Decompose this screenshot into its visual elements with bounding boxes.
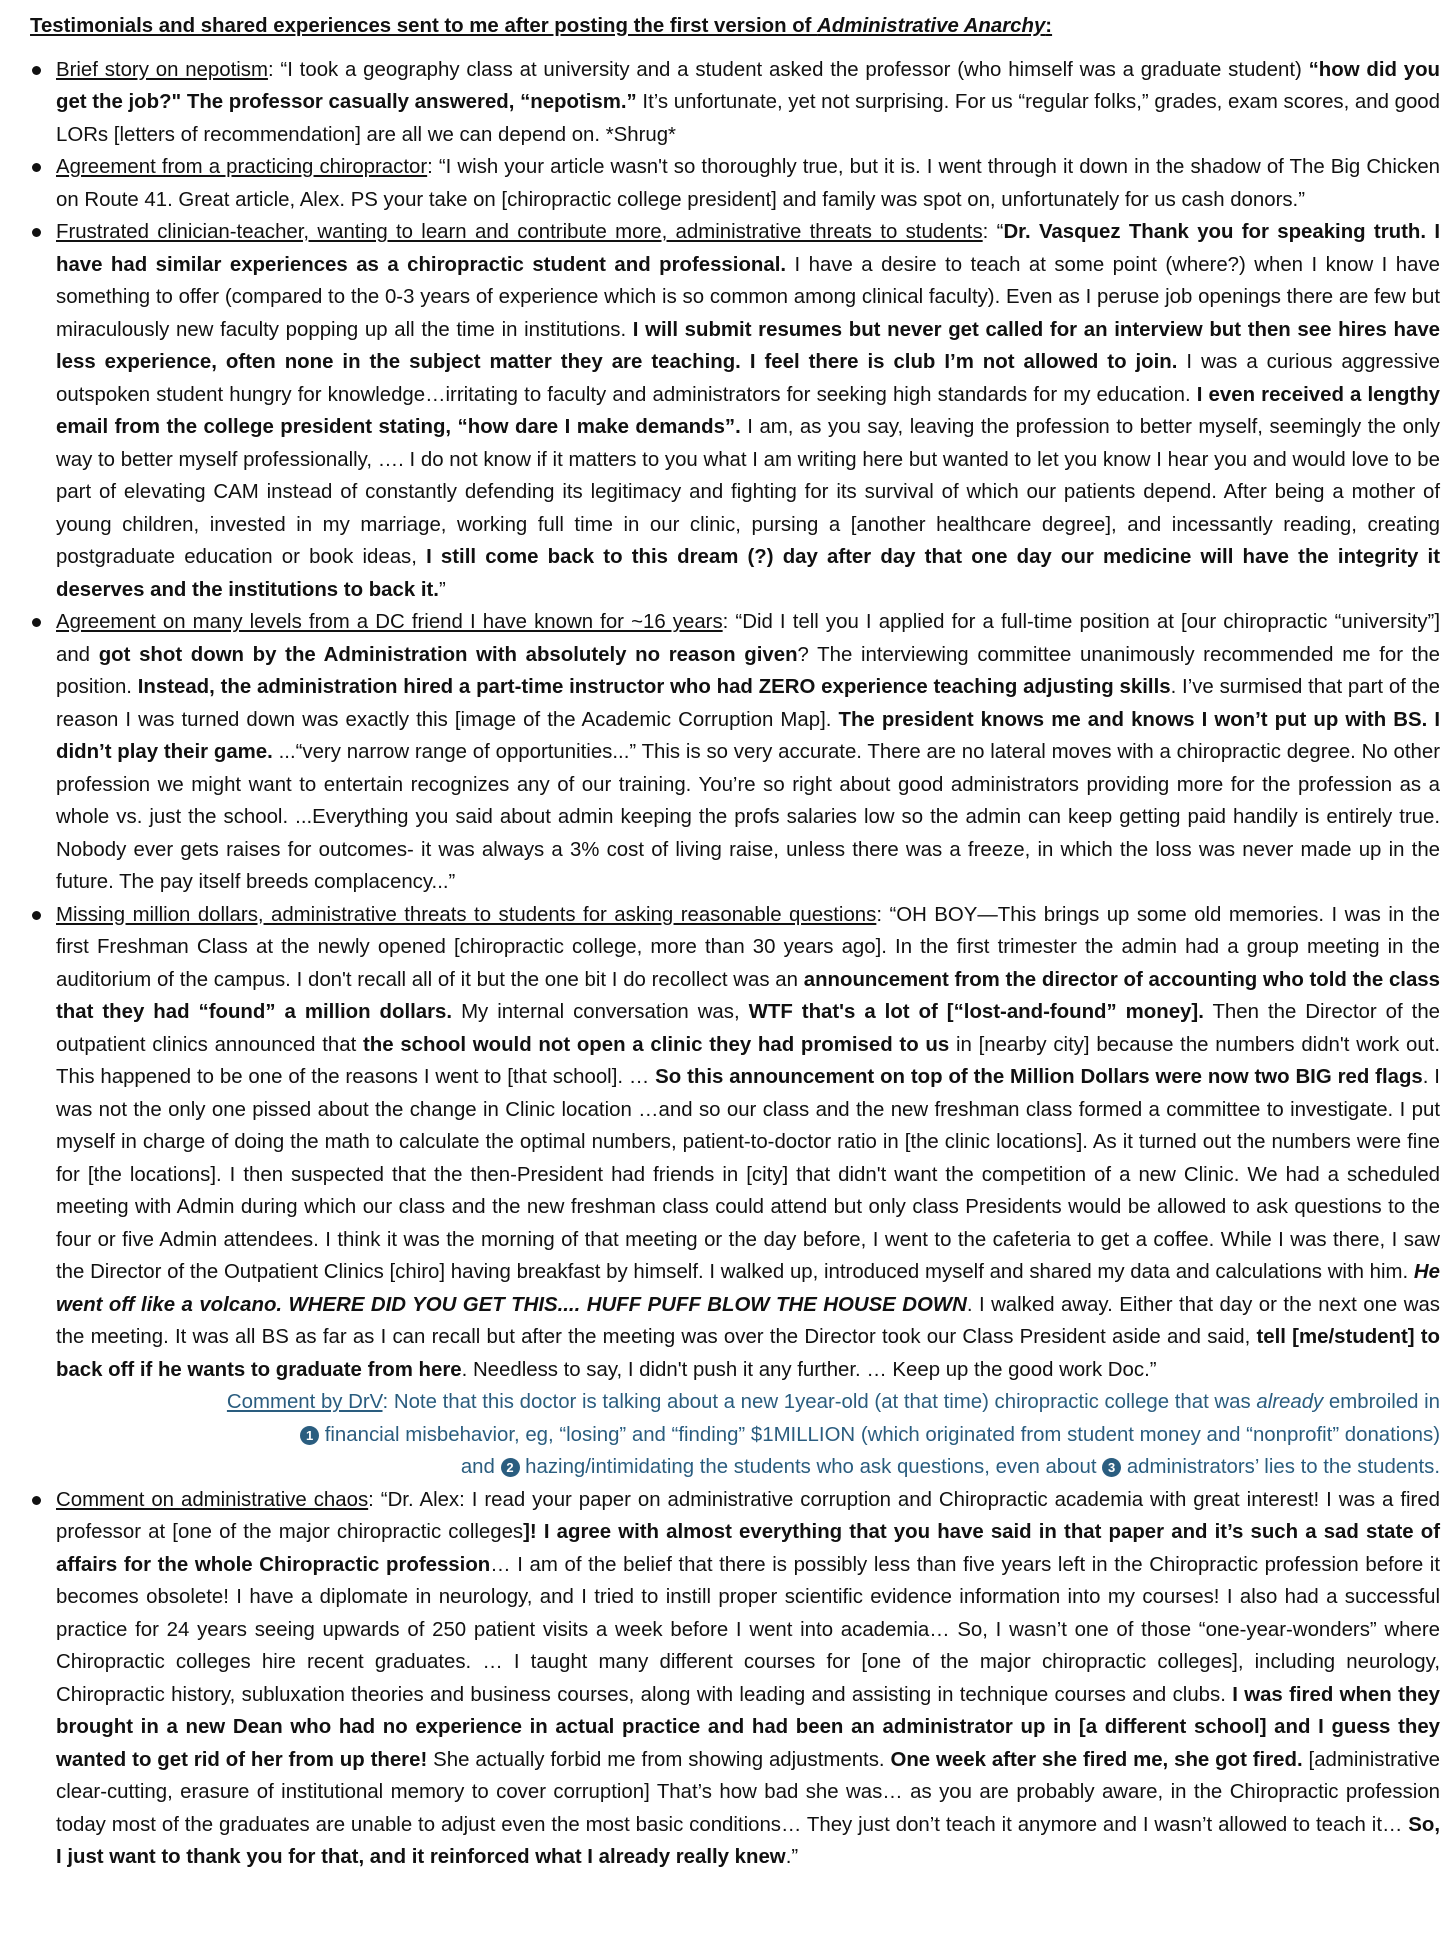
testimonial-heading: Missing million dollars, administrative threats to students for asking reasonable questions [56, 903, 877, 926]
body-text: [administrative clear-cutting, erasure of institutional memory to cover corruption] That’s how bad she was… as you are probably aware, in the Chiropractic profession today most of the graduates are unable to adjust even the most basic conditions… They just don’t teach it anymore and I wasn’t allowed to teach it… [56, 1748, 1440, 1836]
testimonial-item [30, 899, 1440, 1387]
testimonial-body [56, 1489, 1440, 1869]
body-text: ...“very narrow range of opportunities...” This is so very accurate. There are no lateral moves with a chiropractic degree. No other profession we might want to entertain recognizes any of our training. You’re so right about good administrators providing more for the profession as a whole vs. just the school. ...Everything you said about admin keeping the profs salaries low so the admin can keep getting paid handily is entirely true. Nobody ever gets raises for outcomes- it was always a 3% cost of living raise, unless there was a freeze, in which the loss was never made up in the future. The pay itself breeds complacency...” [56, 741, 1440, 893]
editor-comment [30, 1386, 1440, 1484]
body-text: . I’ve surmised that part of the reason I was turned down was exactly this [image of the Academic Corruption Map]. [56, 676, 1440, 731]
comment-text: administrators’ lies to the students. [1121, 1456, 1440, 1478]
testimonial-list [30, 54, 1440, 1387]
body-text: My internal conversation was, [452, 1001, 749, 1023]
bullet-icon [32, 66, 41, 75]
body-text: … I am of the belief that there is possibly less than five years left in the Chiropractic profession before it becomes obsolete! I have a diplomate in neurology, and I tried to instill proper scientific evidence information into my courses! I also had a successful practice for 24 years seeing upwards of 250 patient visits a week before I went into academia… So, I wasn’t one of those “one-year-wonders” where Chiropractic colleges hire recent graduates. … I taught many different courses for [one of the major chiropractic colleges], including neurology, Chiropractic history, subluxation theories and business courses, along with leading and assisting in technique courses and clubs. [56, 1553, 1440, 1706]
body-text: . I was not the only one pissed about the change in Clinic location …and so our class and the new freshman class formed a committee to investigate. I put myself in charge of doing the math to calculate the optimal numbers, patient-to-doctor ratio in [the clinic locations]. As it turned out the numbers were fine for [the locations]. I then suspected that the then-President had friends in [city] that didn't want the competition of a new Clinic. We had a scheduled meeting with Admin during which our class and the new freshman class could attend but only class Presidents would be allowed to ask questions to the four or five Admin attendees. I think it was the morning of that meeting or the day before, I went to the cafeteria to get a coffee. While I was there, I saw the Director of the Outpatient Clinics [chiro] having breakfast by himself. I walked up, introduced myself and shared my data and calculations with him. [56, 1066, 1440, 1283]
comment-line-2 [56, 1419, 1440, 1452]
testimonial-body [56, 221, 1440, 601]
body-text: : “I took a geography class at university and a student asked the professor (who himself was a graduate student) [267, 58, 1309, 81]
bullet-icon [32, 911, 41, 920]
testimonial-heading: Comment on administrative chaos [56, 1488, 369, 1511]
testimonial-item [30, 151, 1440, 216]
body-text: : “Dr. Alex: I read your paper on administrative corruption and Chiropractic academia with great interest! I was a fired professor at [one of the major chiropractic colleges [56, 1488, 1440, 1543]
body-text: She actually forbid me from showing adjustments. [427, 1748, 891, 1771]
document [30, 10, 1440, 1874]
emphasis-text: One week after she fired me, she got fired. [890, 1748, 1303, 1771]
emphasis-text: announcement from the director of accounting who told the class that they had “found” a million dollars. [56, 968, 1440, 1023]
comment-author-link[interactable]: Comment by DrV [226, 1391, 383, 1413]
emphasis-text: Instead, the administration hired a part-time instructor who had ZERO experience teaching adjusting skills [137, 676, 1171, 698]
testimonial-item [30, 216, 1440, 606]
title-text: Testimonials and shared experiences sent to me after posting the first version of [30, 15, 818, 37]
testimonial-heading: Agreement on many levels from a DC friend I have known for ~16 years [56, 611, 723, 633]
body-text: It’s unfortunate, yet not surprising. For us “regular folks,” grades, exam scores, and good LORs [letters of recommendation] are all we can depend on. *Shrug* [56, 91, 1440, 146]
testimonial-body [56, 611, 1440, 893]
body-text: : “I wish your article wasn't so thoroughly true, but it is. I went through it down in the shadow of The Big Chicken on Route 41. Great article, Alex. PS your take on [chiropractic college president] and family was spot on, unfortunately for us cash donors.” [56, 156, 1440, 211]
comment-italic: already [1256, 1391, 1324, 1413]
body-text: . Needless to say, I didn't push it any further. … Keep up the good work Doc.” [461, 1358, 1157, 1381]
body-text: Then the Director of the outpatient clinics announced that [56, 1001, 1440, 1056]
title-end: : [1045, 15, 1053, 37]
comment-text: embroiled in [1323, 1391, 1440, 1413]
body-text: ” [438, 578, 446, 601]
body-text: .” [785, 1846, 799, 1868]
comment-text: hazing/intimidating the students who ask questions, even about [519, 1456, 1103, 1478]
testimonial-heading: Brief story on nepotism [56, 58, 268, 81]
emphasis-text: I even received a lengthy email from the college president stating, “how dare I make demands”. [56, 383, 1440, 438]
testimonial-list-2 [30, 1484, 1440, 1874]
bullet-icon [32, 228, 41, 237]
page-title [30, 10, 1440, 43]
body-text: ? The interviewing committee unanimously recommended me for the position. [56, 643, 1441, 698]
emphasis-text: I still come back to this dream (?) day after day that one day our medicine will have the integrity it deserves and the institutions to back it. [56, 546, 1440, 601]
comment-line-1 [56, 1386, 1440, 1419]
testimonial-item [30, 606, 1440, 899]
bullet-icon [32, 1496, 41, 1505]
comment-text: : Note that this doctor is talking about a new 1year-old (at that time) chiropractic college that was [382, 1391, 1257, 1413]
emphasis-text: So, I just want to thank you for that, and it reinforced what I already really knew [56, 1813, 1440, 1868]
body-text: : “Did I tell you I applied for a full-time position at [our chiropractic “university”] and [56, 611, 1440, 666]
emphasis-text: I will submit resumes but never get called for an interview but then see hires have less experience, often none in the subject matter they are teaching. I feel there is club I’m not allowed to join. [56, 318, 1440, 373]
body-text: . I walked away. Either that day or the next one was the meeting. It was all BS as far as I can recall but after the meeting was over the Director took our Class President aside and said, [56, 1293, 1440, 1348]
emphasis-text: He went off like a volcano. WHERE DID YOU GET THIS.... HUFF PUFF BLOW THE HOUSE DOWN [56, 1261, 1440, 1316]
number-3-icon: 3 [1102, 1458, 1121, 1477]
body-text: I am, as you say, leaving the profession to better myself, seemingly the only way to better myself professionally, …. I do not know if it matters to you what I am writing here but wanted to let you know I hear you and would love to be part of elevating CAM instead of constantly defending its legitimacy and fighting for its survival of which our patients depend. After being a mother of young children, invested in my marriage, working full time in our clinic, pursing a [another healthcare degree], and incessantly reading, creating postgraduate education or book ideas, [56, 416, 1440, 568]
body-text: : “ [982, 221, 1004, 243]
body-text: I was a curious aggressive outspoken student hungry for knowledge…irritating to faculty and administrators for seeking high standards for my education. [56, 351, 1441, 406]
testimonial-heading: Agreement from a practicing chiropractor [56, 156, 428, 178]
body-text: I have a desire to teach at some point (where?) when I know I have something to offer (compared to the 0-3 years of experience which is so common among clinical faculty). Even as I peruse job openings there are few but miraculously new faculty popping up all the time in institutions. [56, 253, 1441, 341]
bullet-icon [32, 618, 41, 627]
emphasis-text: WTF that's a lot of [“lost-and-found” money]. [748, 1001, 1204, 1023]
testimonial-heading: Frustrated clinician-teacher, wanting to learn and contribute more, administrative threats to students [56, 221, 983, 243]
emphasis-text: tell [me/student] to back off if he wants to graduate from here [56, 1326, 1440, 1381]
testimonial-item [30, 54, 1440, 152]
title-italic: Administrative Anarchy [817, 15, 1046, 37]
testimonial-body [56, 904, 1440, 1381]
testimonial-item [30, 1484, 1440, 1874]
comment-text: and [460, 1456, 501, 1478]
number-2-icon: 2 [501, 1458, 520, 1477]
bullet-icon [32, 163, 41, 172]
emphasis-text: So this announcement on top of the Million Dollars were now two BIG red flags [655, 1066, 1423, 1088]
body-text: : “OH BOY—This brings up some old memories. I was in the first Freshman Class at the newly opened [chiropractic college, more than 30 years ago]. In the first trimester the admin had a group meeting in the auditorium of the campus. I don't recall all of it but the one bit I do recollect was an [56, 903, 1440, 991]
emphasis-text: ]! I agree with almost everything that you have said in that paper and it’s such a sad state of affairs for the whole Chiropractic profession [56, 1521, 1440, 1576]
emphasis-text: I was fired when they brought in a new Dean who had no experience in actual practice and had been an administrator up in [a different school] and I guess they wanted to get rid of her from up there! [56, 1683, 1440, 1771]
emphasis-text: “how did you get the job?" The professor casually answered, “nepotism.” [56, 58, 1440, 113]
emphasis-text: got shot down by the Administration with absolutely no reason given [98, 643, 798, 666]
comment-line-3 [56, 1451, 1440, 1484]
emphasis-text: Dr. Vasquez Thank you for speaking truth. I have had similar experiences as a chiropractic student and professional. [56, 221, 1440, 276]
emphasis-text: the school would not open a clinic they had promised to us [362, 1033, 950, 1056]
body-text: in [nearby city] because the numbers didn't work out. This happened to be one of the reasons I went to [that school]. … [56, 1033, 1440, 1088]
number-1-icon: 1 [300, 1426, 319, 1445]
comment-text: financial misbehavior, eg, “losing” and “finding” $1MILLION (which originated from student money and “nonprofit” donations) [319, 1423, 1440, 1446]
emphasis-text: The president knows me and knows I won’t put up with BS. I didn’t play their game. [56, 708, 1440, 763]
